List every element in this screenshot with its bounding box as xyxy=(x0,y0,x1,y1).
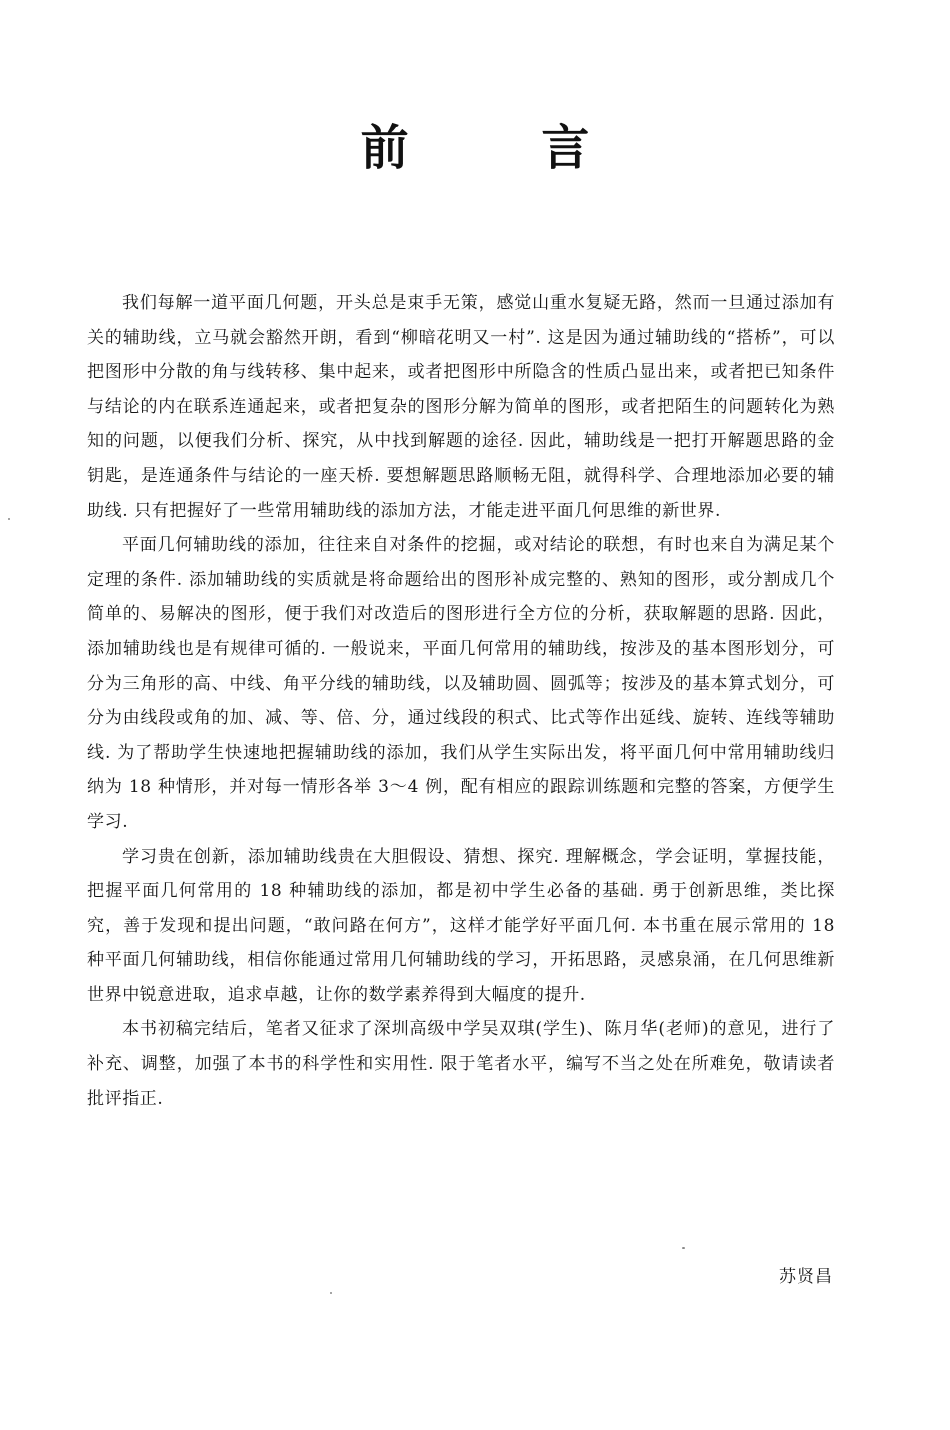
paragraph-1: 我们每解一道平面几何题，开头总是束手无策，感觉山重水复疑无路，然而一旦通过添加有关的辅助线，立马就会豁然开朗，看到“柳暗花明又一村”. 这是因为通过辅助线的“搭桥”，可以把图形中分散的角与线转移、集中起来，或者把图形中所隐含的性质凸显出来，或者把已知条件与结论的内在联系连通起来，或者把复杂的图形分解为简单的图形，或者把陌生的问题转化为熟知的问题，以便我们分析、探究，从中找到解题的途径. 因此，辅助线是一把打开解题思路的金钥匙，是连通条件与结论的一座天桥. 要想解题思路顺畅无阻，就得科学、合理地添加必要的辅助线. 只有把握好了一些常用辅助线的添加方法，才能走进平面几何思维的新世界. xyxy=(87,293,835,521)
paragraph-2: 平面几何辅助线的添加，往往来自对条件的挖掘，或对结论的联想，有时也来自为满足某个定理的条件. 添加辅助线的实质就是将命题给出的图形补成完整的、熟知的图形，或分割成几个简单的、易解决的图形，便于我们对改造后的图形进行全方位的分析，获取解题的思路. 因此，添加辅助线也是有规律可循的. 一般说来，平面几何常用的辅助线，按涉及的基本图形划分，可分为三角形的高、中线、角平分线的辅助线，以及辅助圆、圆弧等；按涉及的基本算式划分，可分为由线段或角的加、减、等、倍、分，通过线段的积式、比式等作出延线、旋转、连线等辅助线. 为了帮助学生快速地把握辅助线的添加，我们从学生实际出发，将平面几何中常用辅助线归纳为 18 种情形，并对每一情形各举 3～4 例，配有相应的跟踪训练题和完整的答案，方便学生学习. xyxy=(87,535,835,832)
preface-body xyxy=(87,286,835,1116)
scan-speck xyxy=(330,1292,332,1294)
author-signature: 苏贤昌 xyxy=(779,1267,833,1287)
paragraph-4: 本书初稿完结后，笔者又征求了深圳高级中学吴双琪(学生)、陈月华(老师)的意见，进行了补充、调整，加强了本书的科学性和实用性. 限于笔者水平，编写不当之处在所难免，敬请读者批评指正. xyxy=(87,1019,835,1109)
scan-speck xyxy=(682,1247,685,1249)
page-title: 前 言 xyxy=(360,120,648,176)
paragraph-3: 学习贵在创新，添加辅助线贵在大胆假设、猜想、探究. 理解概念，学会证明，掌握技能，把握平面几何常用的 18 种辅助线的添加，都是初中学生必备的基础. 勇于创新思维，类比探究，善于发现和提出问题，“敢问路在何方”，这样才能学好平面几何. 本书重在展示常用的 18 种平面几何辅助线，相信你能通过常用几何辅助线的学习，开拓思路，灵感泉涌，在几何思维新世界中锐意进取，追求卓越，让你的数学素养得到大幅度的提升. xyxy=(87,846,835,1005)
scan-speck xyxy=(8,518,10,520)
